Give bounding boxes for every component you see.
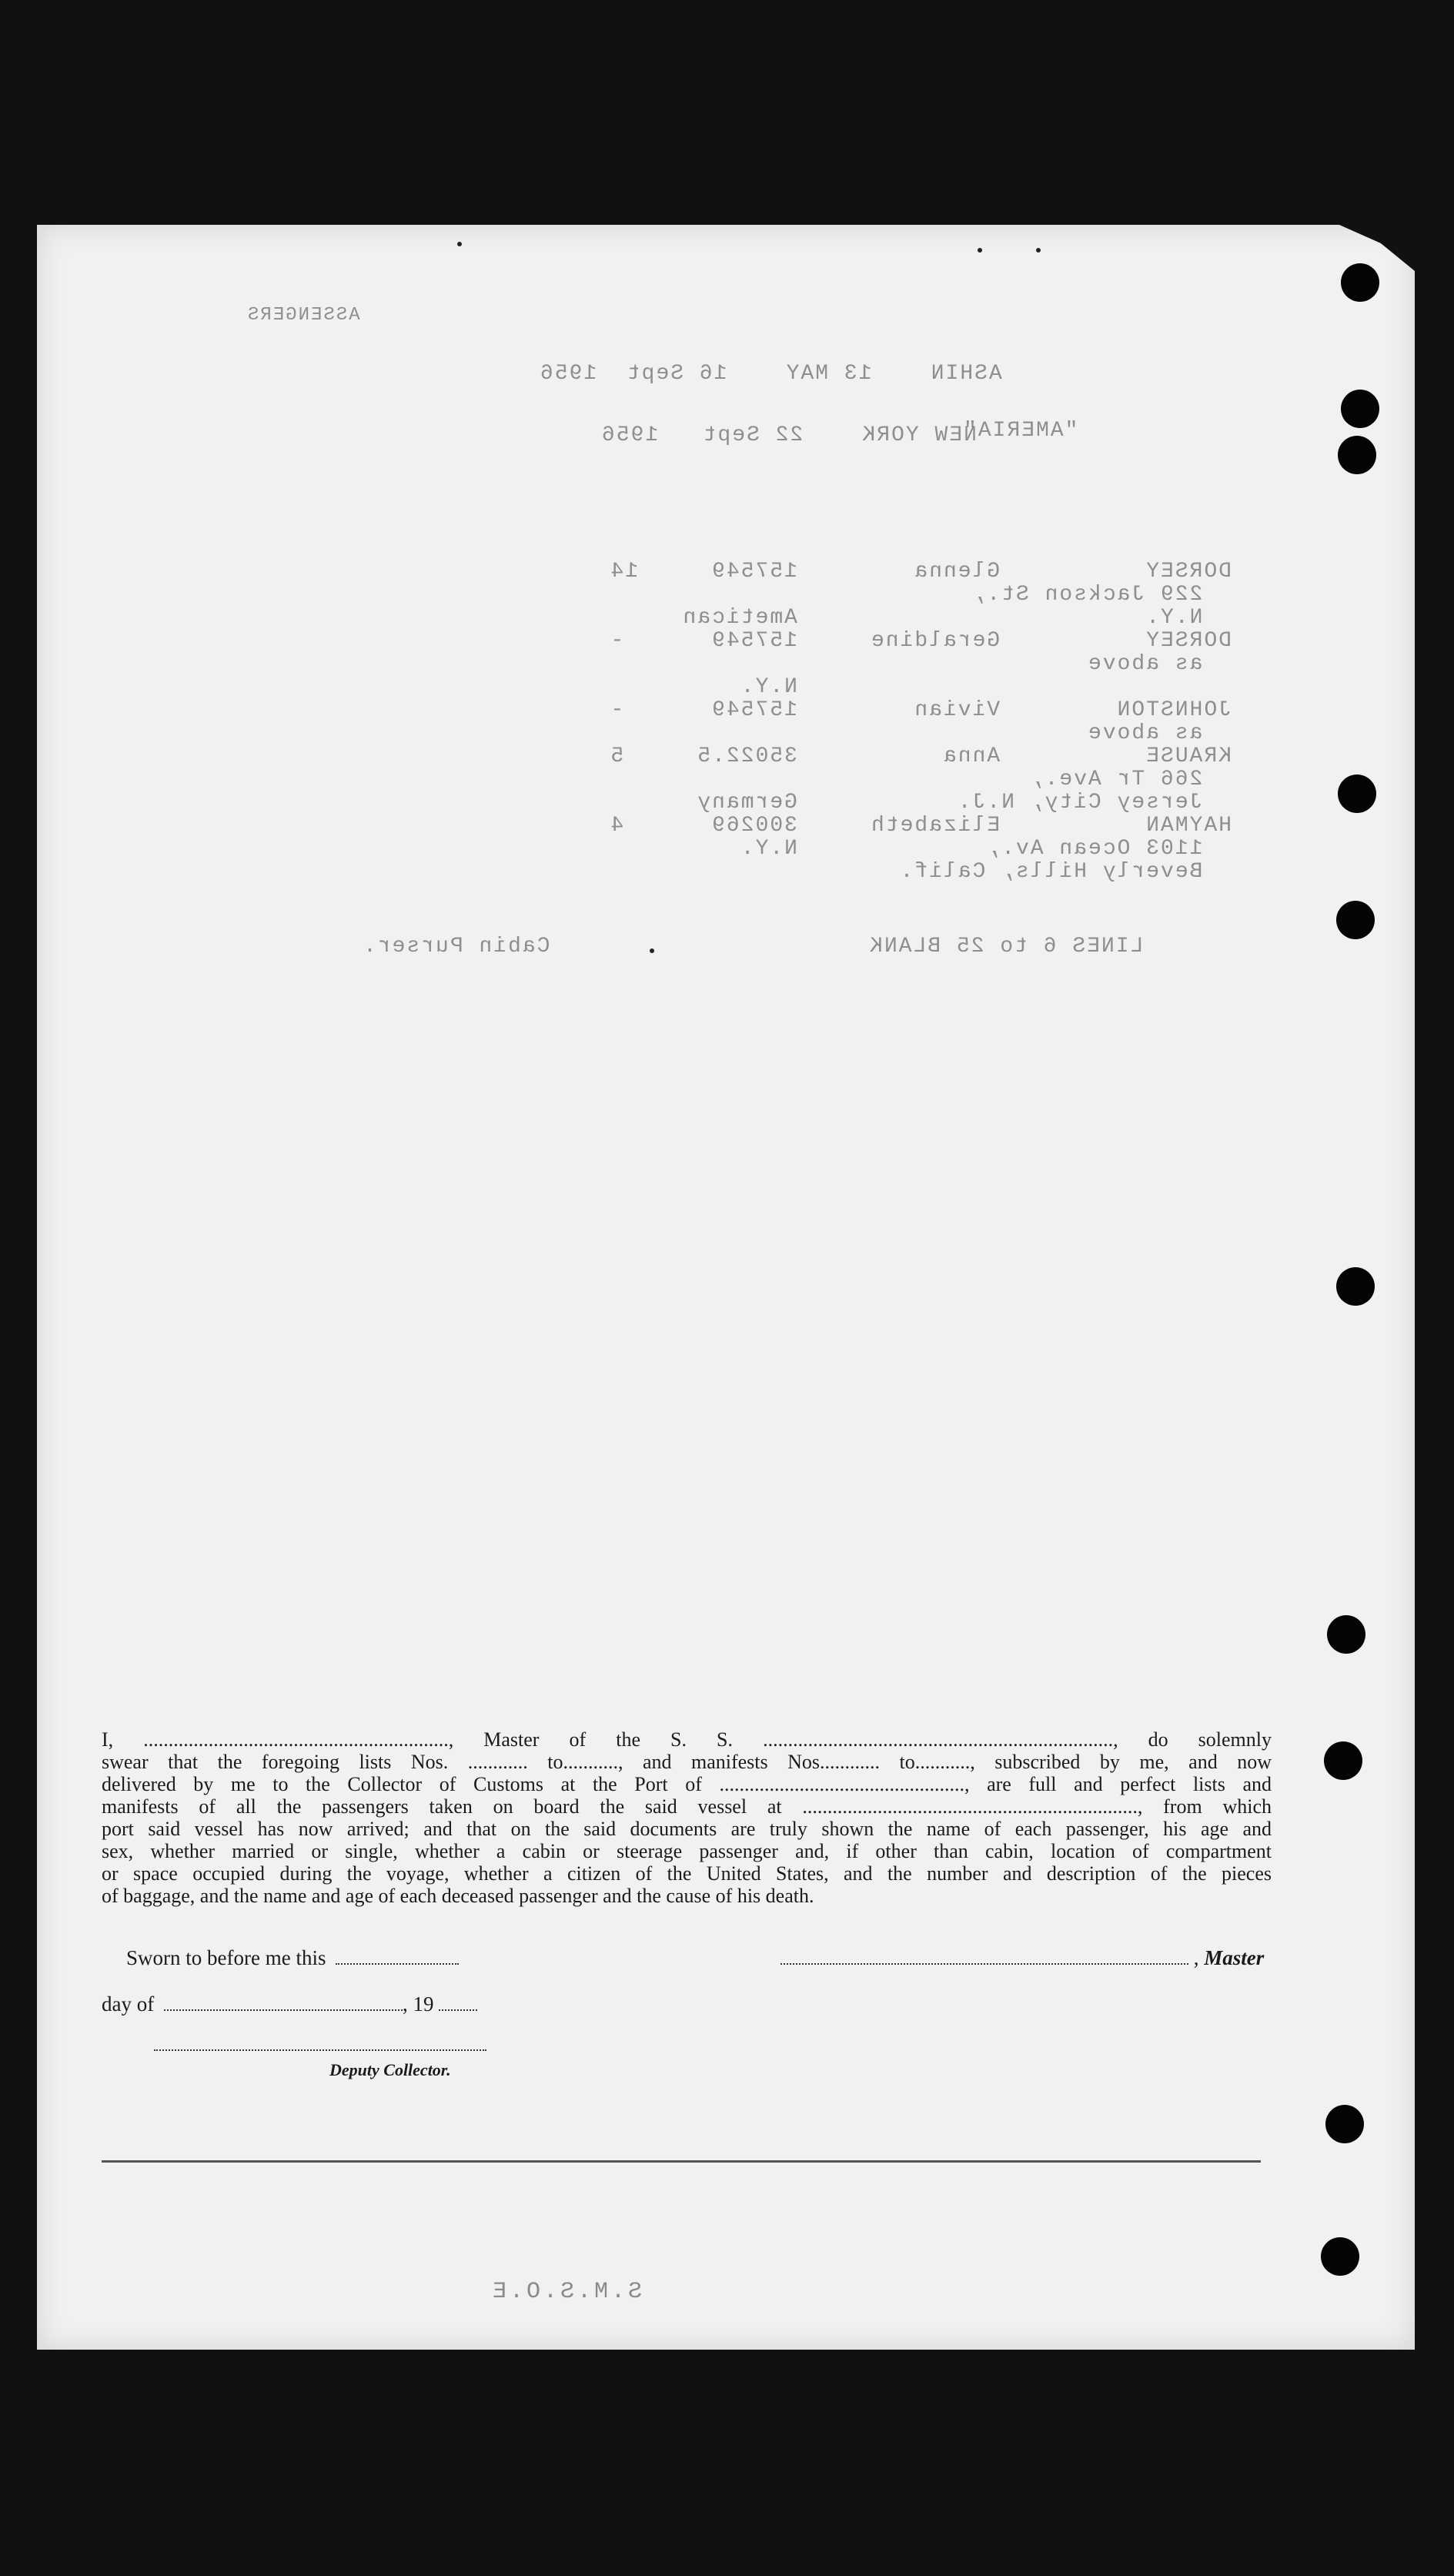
deputy-row — [154, 2032, 486, 2056]
sworn-label: Sworn to before me this — [126, 1946, 326, 1969]
speck — [978, 248, 982, 253]
bleed-row: JOHNSTON Vivian 157549 - — [609, 698, 1232, 722]
deputy-label: Deputy Collector. — [329, 2060, 451, 2079]
punch-hole — [1338, 774, 1376, 813]
master-signature-blank — [780, 1949, 1188, 1965]
bleed-row: Beverly Hills, Calif. — [898, 860, 1232, 884]
deputy-signature-blank — [154, 2036, 486, 2051]
day-of-blank — [164, 1996, 403, 2011]
punch-hole — [1341, 263, 1379, 302]
sworn-date-blank — [336, 1949, 459, 1965]
oath-line: swear that the foregoing lists Nos. ............ to..........., and manifests Nos............ to..........., subscribed by me, and now — [102, 1751, 1272, 1773]
bleed-line4: NEW YORK 22 Sept 1956 — [600, 423, 977, 447]
day-of-row — [102, 1992, 477, 2016]
oath-line: sex, whether married or single, whether a cabin or steerage passenger and, if other than cabin, location of compartment — [102, 1840, 1272, 1862]
oath-line: port said vessel has now arrived; and that on the said documents are truly shown the name of each passenger, his age and — [102, 1818, 1272, 1840]
bleed-row: DORSEY Glenna 157549 14 — [609, 560, 1232, 584]
oath-line: manifests of all the passengers taken on board the said vessel at ..................................................................., from which — [102, 1795, 1272, 1818]
year-blank — [439, 1996, 477, 2011]
bleed-header: ASSENGERS — [246, 305, 360, 326]
bleed-row: Jersey City, N.J. Germany — [696, 791, 1232, 815]
bleed-row: 229 Jackson St., — [971, 583, 1232, 607]
oath-line: of baggage, and the name and age of each deceased passenger and the cause of his death. — [102, 1885, 814, 1907]
bleed-line3: "AMERIA" — [962, 419, 1078, 443]
speck — [457, 242, 462, 246]
master-row: , Master — [780, 1946, 1264, 1970]
master-label: Master — [1204, 1946, 1265, 1969]
punch-hole — [1325, 2105, 1364, 2143]
bleed-row: KRAUSE Anna 35022.5 5 — [609, 744, 1232, 768]
bleed-row: 266 Tr Ave., — [1028, 768, 1232, 791]
speck — [1036, 248, 1041, 253]
punch-hole — [1327, 1615, 1365, 1654]
oath-line: delivered by me to the Collector of Customs at the Port of ................................................., are full and perfect lists and — [102, 1773, 1272, 1795]
oath-paragraph — [102, 1728, 1272, 1907]
punch-hole — [1341, 390, 1379, 428]
oath-line: or space occupied during the voyage, whether a citizen of the United States, and the number and description of the pieces — [102, 1862, 1272, 1885]
year-prefix: , 19 — [402, 1992, 434, 2016]
bleed-footer-line: LINES 6 to 25 BLANK Cabin Purser. — [362, 935, 1144, 958]
bleed-line2: ASHIN 13 MAY 16 Sept 1956 — [539, 362, 1002, 386]
bleed-bottom-code: S.M.S.O.E — [490, 2279, 643, 2305]
oath-line: I, ............................................................., Master of the S. S. ......................................................................, do solemnly — [102, 1728, 1272, 1751]
punch-hole — [1338, 436, 1376, 474]
punch-hole — [1321, 2237, 1359, 2276]
manifest-page — [37, 225, 1415, 2350]
bottom-rule — [102, 2160, 1261, 2163]
punch-hole — [1336, 1267, 1375, 1306]
day-of-label: day of — [102, 1992, 155, 2016]
sworn-row — [126, 1946, 459, 1970]
punch-hole — [1336, 901, 1375, 939]
bleed-row: as above — [1086, 721, 1232, 745]
punch-hole — [1324, 1741, 1362, 1780]
bleed-row: HAYMAN Elizabeth 300269 4 — [609, 814, 1232, 838]
bleed-rows — [431, 560, 1232, 884]
bleed-row: DORSEY Geraldine 157549 - — [609, 629, 1232, 653]
bleed-row: 1103 Ocean Av., N.Y. — [739, 837, 1232, 861]
bleed-row: N.Y. — [739, 675, 1232, 699]
bleed-row: N.Y. Ametican — [681, 606, 1232, 630]
bleed-row: as above — [1086, 652, 1232, 676]
